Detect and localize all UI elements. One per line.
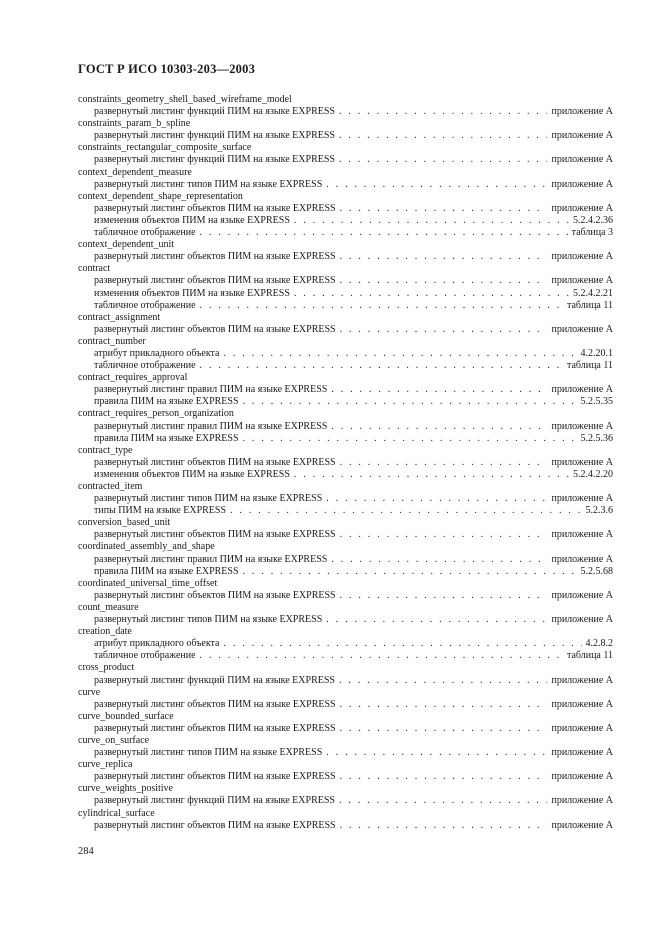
subentry-description: развернутый листинг объектов ПИМ на языке EXPRESS [94,323,336,335]
subentry-reference: приложение А [551,202,613,214]
dot-leader [339,154,548,166]
index-term: contract [78,263,111,275]
index-subentry [78,590,613,602]
subentry-reference: приложение А [551,722,613,734]
index-list [78,94,613,832]
index-subentry [78,348,613,360]
subentry-description: табличное отображение [94,360,196,372]
subentry-description: развернутый листинг объектов ПИМ на языке EXPRESS [94,275,336,287]
subentry-description: развернутый листинг объектов ПИМ на языке EXPRESS [94,529,336,541]
subentry-description: табличное отображение [94,650,196,662]
subentry-reference: приложение А [551,529,613,541]
index-term: conversion_based_unit [78,517,171,529]
dot-leader [200,227,568,239]
subentry-description: развернутый листинг функций ПИМ на языке EXPRESS [94,130,335,142]
dot-leader [294,215,569,227]
subentry-reference: приложение А [551,747,613,759]
subentry-description: табличное отображение [94,299,196,311]
dot-leader [340,699,548,711]
dot-leader [331,554,547,566]
index-subentry [78,421,613,433]
subentry-description: изменения объектов ПИМ на языке EXPRESS [94,287,290,299]
subentry-description: изменения объектов ПИМ на языке EXPRESS [94,214,290,226]
index-subentry [78,566,613,578]
subentry-reference: таблица 11 [566,650,613,662]
index-subentry [78,106,613,118]
dot-leader [340,251,548,263]
subentry-reference: приложение А [551,614,613,626]
subentry-reference: 5.2.5.68 [580,565,613,577]
subentry-description: изменения объектов ПИМ на языке EXPRESS [94,468,290,480]
subentry-reference: 5.2.4.2.36 [573,214,613,226]
subentry-description: развернутый листинг функций ПИМ на языке EXPRESS [94,674,335,686]
dot-leader [200,650,563,662]
subentry-description: развернутый листинг объектов ПИМ на языке EXPRESS [94,202,336,214]
index-term: contracted_item [78,481,143,492]
subentry-reference: приложение А [551,275,613,287]
subentry-reference: приложение А [551,698,613,710]
index-subentry [78,288,613,300]
subentry-reference: 5.2.5.35 [580,396,613,408]
subentry-description: развернутый листинг объектов ПИМ на языке EXPRESS [94,771,336,783]
index-subentry [78,457,613,469]
subentry-reference: таблица 11 [566,299,613,311]
index-term: curve [78,686,101,698]
index-term: coordinated_assembly_and_shape [78,541,215,553]
index-subentry [78,493,613,505]
subentry-description: развернутый листинг типов ПИМ на языке EXPRESS [94,493,323,505]
subentry-reference: приложение А [551,154,613,166]
subentry-description: табличное отображение [94,227,196,239]
index-term: curve_replica [78,759,133,771]
subentry-description: правила ПИМ на языке EXPRESS [94,565,239,577]
subentry-reference: приложение А [551,420,613,432]
index-subentry [78,820,613,832]
index-term: context_dependent_shape_representation [78,190,243,202]
subentry-description: развернутый листинг правил ПИМ на языке EXPRESS [94,420,328,432]
index-subentry [78,179,613,191]
index-subentry [78,699,613,711]
index-term: contract_number [78,335,146,347]
dot-leader [340,820,548,832]
subentry-description: типы ПИМ на языке EXPRESS [94,505,227,517]
index-subentry [78,554,613,566]
index-subentry [78,747,613,759]
subentry-reference: 5.2.5.36 [580,432,613,444]
index-subentry [78,723,613,735]
page-number: 284 [78,846,94,857]
dot-leader [230,505,581,517]
subentry-description: правила ПИМ на языке EXPRESS [94,432,239,444]
dot-leader [339,675,548,687]
index-term: cross_product [78,662,135,674]
subentry-description: правила ПИМ на языке EXPRESS [94,396,239,408]
index-term: context_dependent_measure [78,166,192,178]
subentry-reference: таблица 11 [566,360,613,372]
index-subentry [78,215,613,227]
dot-leader [331,421,547,433]
subentry-description: развернутый листинг объектов ПИМ на языке EXPRESS [94,456,336,468]
index-subentry [78,203,613,215]
dot-leader [326,614,547,626]
index-subentry [78,227,613,239]
subentry-description: атрибут прикладного объекта [94,638,220,650]
subentry-reference: приложение А [551,553,613,565]
index-term: curve_on_surface [78,734,150,746]
subentry-description: развернутый листинг правил ПИМ на языке EXPRESS [94,553,328,565]
dot-leader [340,275,548,287]
index-subentry [78,384,613,396]
dot-leader [340,771,548,783]
index-subentry [78,469,613,481]
subentry-reference: 5.2.4.2.20 [573,468,613,480]
document-header: ГОСТ Р ИСО 10303-203—2003 [78,62,256,76]
dot-leader [326,493,547,505]
index-subentry [78,396,613,408]
dot-leader [340,590,548,602]
index-subentry [78,433,613,445]
index-subentry [78,251,613,263]
subentry-reference: приложение А [551,819,613,831]
index-subentry [78,638,613,650]
dot-leader [331,384,547,396]
subentry-reference: приложение А [551,589,613,601]
index-term: coordinated_universal_time_offset [78,577,218,589]
index-term: creation_date [78,626,132,638]
index-term: count_measure [78,601,139,613]
subentry-reference: приложение А [551,493,613,505]
subentry-description: развернутый листинг объектов ПИМ на языке EXPRESS [94,819,336,831]
dot-leader [340,529,548,541]
index-subentry [78,505,613,517]
subentry-description: развернутый листинг функций ПИМ на языке EXPRESS [94,106,335,118]
subentry-reference: 4.2.20.1 [580,347,613,359]
index-subentry [78,650,613,662]
subentry-reference: приложение А [551,323,613,335]
subentry-reference: 5.2.4.2.21 [573,287,613,299]
subentry-reference: приложение А [551,795,613,807]
index-term: constraints_geometry_shell_based_wireframe_model [78,94,292,105]
subentry-reference: 5.2.3.6 [585,505,613,517]
index-subentry [78,614,613,626]
index-subentry [78,324,613,336]
dot-leader [326,747,547,759]
index-subentry [78,300,613,312]
subentry-description: развернутый листинг типов ПИМ на языке EXPRESS [94,614,323,626]
index-term: contract_assignment [78,311,161,323]
index-term: contract_requires_person_organization [78,408,234,420]
index-term: constraints_param_b_spline [78,118,191,130]
index-term: constraints_rectangular_composite_surface [78,142,252,154]
subentry-reference: приложение А [551,251,613,263]
index-term: context_dependent_unit [78,239,175,251]
subentry-description: развернутый листинг объектов ПИМ на языке EXPRESS [94,698,336,710]
dot-leader [243,433,577,445]
subentry-description: развернутый листинг функций ПИМ на языке EXPRESS [94,154,335,166]
dot-leader [200,300,563,312]
subentry-reference: приложение А [551,674,613,686]
dot-leader [200,360,563,372]
index-subentry [78,529,613,541]
subentry-description: развернутый листинг объектов ПИМ на языке EXPRESS [94,589,336,601]
dot-leader [340,324,548,336]
index-subentry [78,675,613,687]
dot-leader [339,106,548,118]
subentry-reference: приложение А [551,178,613,190]
index-term: curve_weights_positive [78,783,173,795]
dot-leader [340,457,548,469]
index-term: contract_type [78,444,133,456]
subentry-description: развернутый листинг функций ПИМ на языке EXPRESS [94,795,335,807]
dot-leader [224,348,577,360]
index-subentry [78,360,613,372]
subentry-reference: приложение А [551,771,613,783]
index-subentry [78,795,613,807]
dot-leader [294,288,569,300]
dot-leader [294,469,569,481]
dot-leader [340,203,548,215]
subentry-description: атрибут прикладного объекта [94,347,220,359]
subentry-reference: приложение А [551,130,613,142]
index-subentry [78,771,613,783]
dot-leader [340,723,548,735]
dot-leader [243,396,577,408]
dot-leader [224,638,582,650]
dot-leader [243,566,577,578]
index-term: cylindrical_surface [78,807,155,819]
subentry-reference: таблица 3 [571,227,613,239]
subentry-reference: приложение А [551,384,613,396]
index-subentry [78,154,613,166]
subentry-description: развернутый листинг типов ПИМ на языке EXPRESS [94,178,323,190]
index-term: curve_bounded_surface [78,710,174,722]
dot-leader [326,179,547,191]
index-term: contract_requires_approval [78,372,188,384]
subentry-reference: приложение А [551,106,613,118]
subentry-description: развернутый листинг объектов ПИМ на языке EXPRESS [94,722,336,734]
subentry-description: развернутый листинг объектов ПИМ на языке EXPRESS [94,251,336,263]
index-subentry [78,130,613,142]
dot-leader [339,795,548,807]
subentry-description: развернутый листинг правил ПИМ на языке EXPRESS [94,384,328,396]
dot-leader [339,130,548,142]
subentry-description: развернутый листинг типов ПИМ на языке EXPRESS [94,747,323,759]
subentry-reference: 4.2.8.2 [585,638,613,650]
subentry-reference: приложение А [551,456,613,468]
index-subentry [78,275,613,287]
